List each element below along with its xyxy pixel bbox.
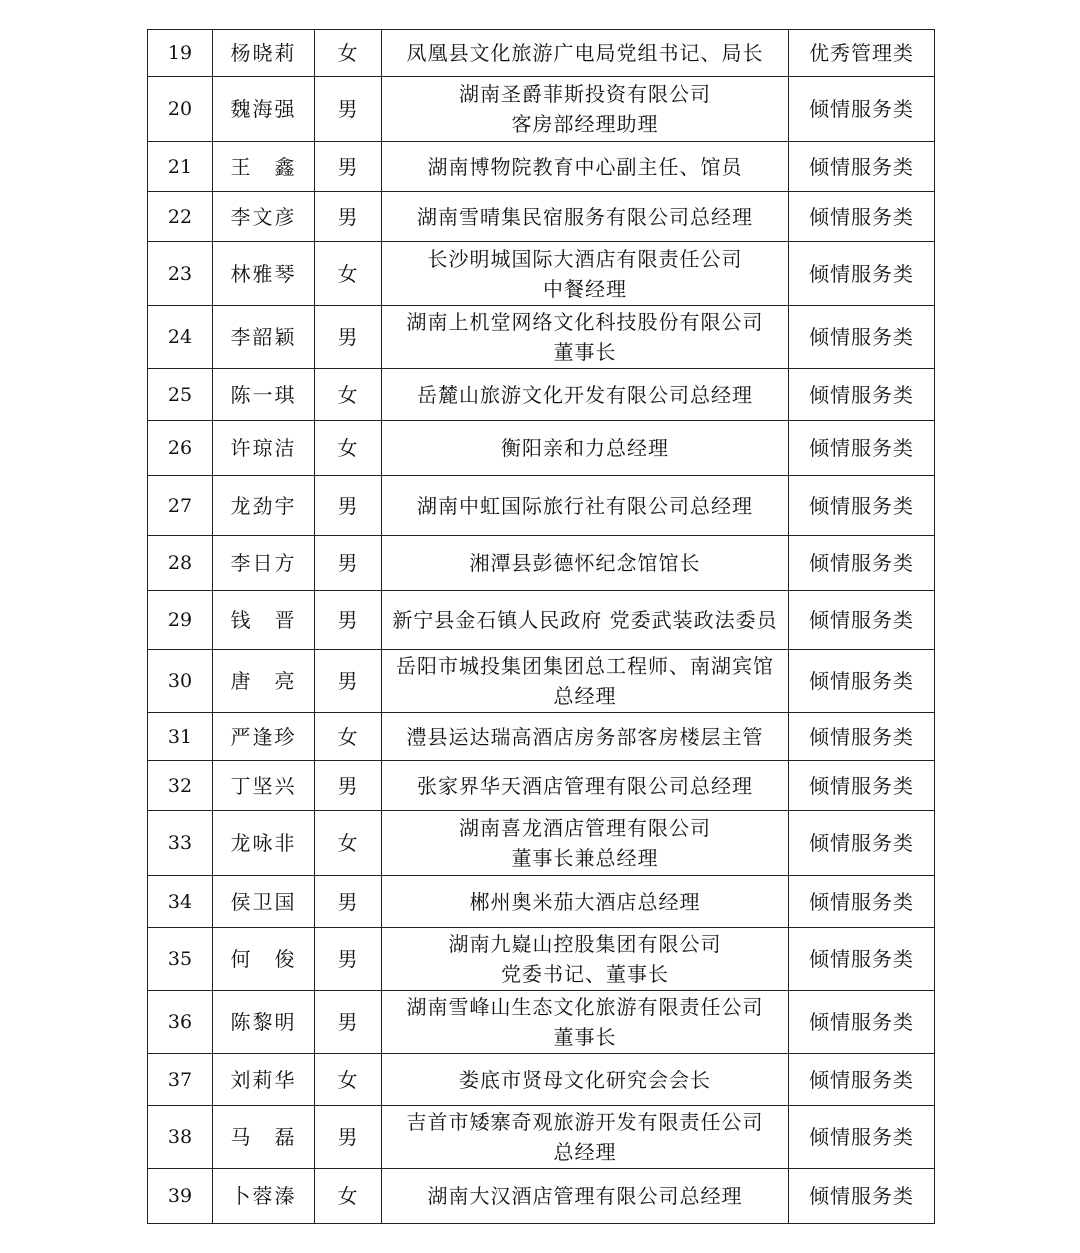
row-number-cell: 21: [148, 142, 213, 192]
row-number-cell: 27: [148, 476, 213, 536]
gender-cell: 男: [315, 192, 382, 242]
table-row: [148, 761, 935, 811]
row-number-cell: 35: [148, 928, 213, 991]
table-row: [148, 369, 935, 421]
row-number-cell: 28: [148, 536, 213, 591]
row-number-cell: 39: [148, 1169, 213, 1224]
table-row: [148, 242, 935, 306]
category-cell: 倾情服务类: [789, 142, 935, 192]
gender-cell: 女: [315, 30, 382, 77]
gender-cell: 男: [315, 536, 382, 591]
name-cell: 林雅琴: [213, 242, 315, 306]
name-cell: 李文彦: [213, 192, 315, 242]
position-cell: [382, 761, 789, 811]
position-line: 湖南圣爵菲斯投资有限公司: [459, 82, 711, 106]
category-cell: 倾情服务类: [789, 761, 935, 811]
position-line: 董事长兼总经理: [511, 846, 659, 870]
gender-cell: 女: [315, 242, 382, 306]
position-line: 湖南喜龙酒店管理有限公司: [459, 816, 711, 840]
row-number-cell: 24: [148, 306, 213, 369]
name-cell: 王 鑫: [213, 142, 315, 192]
category-cell: 倾情服务类: [789, 306, 935, 369]
position-line: 吉首市矮寨奇观旅游开发有限责任公司: [406, 1110, 764, 1134]
category-cell: 倾情服务类: [789, 928, 935, 991]
category-cell: 倾情服务类: [789, 77, 935, 142]
position-line: 总经理: [553, 1140, 617, 1164]
table-row: [148, 536, 935, 591]
name-cell: 陈黎明: [213, 991, 315, 1054]
awardee-table: [147, 29, 935, 1224]
table-row: [148, 421, 935, 476]
category-cell: 倾情服务类: [789, 1054, 935, 1106]
position-cell: [382, 1106, 789, 1169]
gender-cell: 男: [315, 142, 382, 192]
row-number-cell: 34: [148, 876, 213, 928]
position-cell: [382, 1054, 789, 1106]
row-number-cell: 25: [148, 369, 213, 421]
position-line: 衡阳亲和力总经理: [501, 436, 669, 460]
category-cell: 倾情服务类: [789, 536, 935, 591]
gender-cell: 女: [315, 811, 382, 876]
name-cell: 钱 晋: [213, 591, 315, 650]
name-cell: 刘莉华: [213, 1054, 315, 1106]
category-cell: 倾情服务类: [789, 876, 935, 928]
table-row: [148, 876, 935, 928]
category-cell: 倾情服务类: [789, 591, 935, 650]
table-row: [148, 30, 935, 77]
position-line: 长沙明城国际大酒店有限责任公司: [427, 246, 743, 271]
category-cell: 倾情服务类: [789, 421, 935, 476]
table-row: [148, 1169, 935, 1224]
category-cell: 倾情服务类: [789, 369, 935, 421]
name-cell: 马 磊: [213, 1106, 315, 1169]
category-cell: 倾情服务类: [789, 713, 935, 761]
position-line: 郴州奥米茄大酒店总经理: [469, 889, 701, 914]
category-cell: 倾情服务类: [789, 242, 935, 306]
table-row: [148, 991, 935, 1054]
gender-cell: 女: [315, 1054, 382, 1106]
name-cell: 严逢珍: [213, 713, 315, 761]
name-cell: 龙劲宇: [213, 476, 315, 536]
position-line: 董事长: [553, 340, 617, 364]
name-cell: 丁坚兴: [213, 761, 315, 811]
position-cell: [382, 369, 789, 421]
position-line: 中餐经理: [543, 276, 627, 301]
position-cell: [382, 306, 789, 369]
position-cell: [382, 536, 789, 591]
name-cell: 魏海强: [213, 77, 315, 142]
position-cell: [382, 650, 789, 713]
gender-cell: 女: [315, 421, 382, 476]
gender-cell: 男: [315, 476, 382, 536]
table-row: [148, 77, 935, 142]
row-number-cell: 19: [148, 30, 213, 77]
position-line: 湖南雪晴集民宿服务有限公司总经理: [417, 204, 753, 229]
row-number-cell: 32: [148, 761, 213, 811]
position-cell: [382, 591, 789, 650]
position-line: 张家界华天酒店管理有限公司总经理: [417, 773, 753, 798]
table-row: [148, 713, 935, 761]
table-row: [148, 650, 935, 713]
position-cell: [382, 1169, 789, 1224]
name-cell: 陈一琪: [213, 369, 315, 421]
name-cell: 唐 亮: [213, 650, 315, 713]
name-cell: 侯卫国: [213, 876, 315, 928]
position-cell: [382, 192, 789, 242]
category-cell: 倾情服务类: [789, 991, 935, 1054]
name-cell: 李日方: [213, 536, 315, 591]
gender-cell: 男: [315, 928, 382, 991]
category-cell: 优秀管理类: [789, 30, 935, 77]
position-cell: [382, 811, 789, 876]
position-cell: [382, 77, 789, 142]
table-row: [148, 1106, 935, 1169]
table-row: [148, 142, 935, 192]
row-number-cell: 29: [148, 591, 213, 650]
row-number-cell: 22: [148, 192, 213, 242]
row-number-cell: 26: [148, 421, 213, 476]
table-row: [148, 928, 935, 991]
gender-cell: 男: [315, 876, 382, 928]
table-row: [148, 476, 935, 536]
position-line: 澧县运达瑞高酒店房务部客房楼层主管: [406, 724, 764, 749]
position-line: 湖南九嶷山控股集团有限公司: [448, 932, 722, 956]
name-cell: 龙咏非: [213, 811, 315, 876]
position-line: 凤凰县文化旅游广电局党组书记、局长: [406, 41, 764, 65]
gender-cell: 男: [315, 991, 382, 1054]
row-number-cell: 38: [148, 1106, 213, 1169]
category-cell: 倾情服务类: [789, 192, 935, 242]
position-line: 董事长: [553, 1025, 617, 1049]
position-line: 娄底市贤母文化研究会会长: [459, 1067, 711, 1092]
position-line: 湘潭县彭德怀纪念馆馆长: [469, 551, 701, 575]
gender-cell: 男: [315, 77, 382, 142]
category-cell: 倾情服务类: [789, 1106, 935, 1169]
position-cell: [382, 142, 789, 192]
position-cell: [382, 242, 789, 306]
name-cell: 何 俊: [213, 928, 315, 991]
position-cell: [382, 876, 789, 928]
position-line: 湖南大汉酒店管理有限公司总经理: [427, 1184, 743, 1208]
gender-cell: 女: [315, 713, 382, 761]
table-row: [148, 811, 935, 876]
position-line: 新宁县金石镇人民政府 党委武装政法委员: [392, 608, 778, 632]
position-line: 客房部经理助理: [511, 112, 659, 136]
row-number-cell: 30: [148, 650, 213, 713]
row-number-cell: 37: [148, 1054, 213, 1106]
row-number-cell: 23: [148, 242, 213, 306]
position-cell: [382, 713, 789, 761]
position-cell: [382, 928, 789, 991]
category-cell: 倾情服务类: [789, 476, 935, 536]
table-row: [148, 306, 935, 369]
position-line: 党委书记、董事长: [501, 962, 669, 986]
gender-cell: 女: [315, 1169, 382, 1224]
table-row: [148, 192, 935, 242]
row-number-cell: 31: [148, 713, 213, 761]
position-cell: [382, 991, 789, 1054]
name-cell: 李韶颖: [213, 306, 315, 369]
category-cell: 倾情服务类: [789, 650, 935, 713]
table-row: [148, 1054, 935, 1106]
row-number-cell: 20: [148, 77, 213, 142]
category-cell: 倾情服务类: [789, 1169, 935, 1224]
position-cell: [382, 421, 789, 476]
awardee-table-body: [148, 30, 935, 1224]
gender-cell: 男: [315, 591, 382, 650]
position-line: 湖南中虹国际旅行社有限公司总经理: [417, 493, 753, 518]
position-cell: [382, 30, 789, 77]
category-cell: 倾情服务类: [789, 811, 935, 876]
table-row: [148, 591, 935, 650]
name-cell: 卜蓉溱: [213, 1169, 315, 1224]
position-line: 总经理: [553, 684, 617, 708]
gender-cell: 男: [315, 1106, 382, 1169]
name-cell: 杨晓莉: [213, 30, 315, 77]
name-cell: 许琼洁: [213, 421, 315, 476]
gender-cell: 男: [315, 306, 382, 369]
row-number-cell: 33: [148, 811, 213, 876]
position-line: 岳阳市城投集团集团总工程师、南湖宾馆: [396, 654, 774, 678]
position-line: 湖南博物院教育中心副主任、馆员: [427, 154, 743, 179]
gender-cell: 男: [315, 761, 382, 811]
position-line: 湖南雪峰山生态文化旅游有限责任公司: [406, 995, 764, 1019]
row-number-cell: 36: [148, 991, 213, 1054]
position-line: 岳麓山旅游文化开发有限公司总经理: [417, 382, 753, 407]
gender-cell: 女: [315, 369, 382, 421]
position-line: 湖南上机堂网络文化科技股份有限公司: [406, 310, 764, 334]
gender-cell: 男: [315, 650, 382, 713]
position-cell: [382, 476, 789, 536]
